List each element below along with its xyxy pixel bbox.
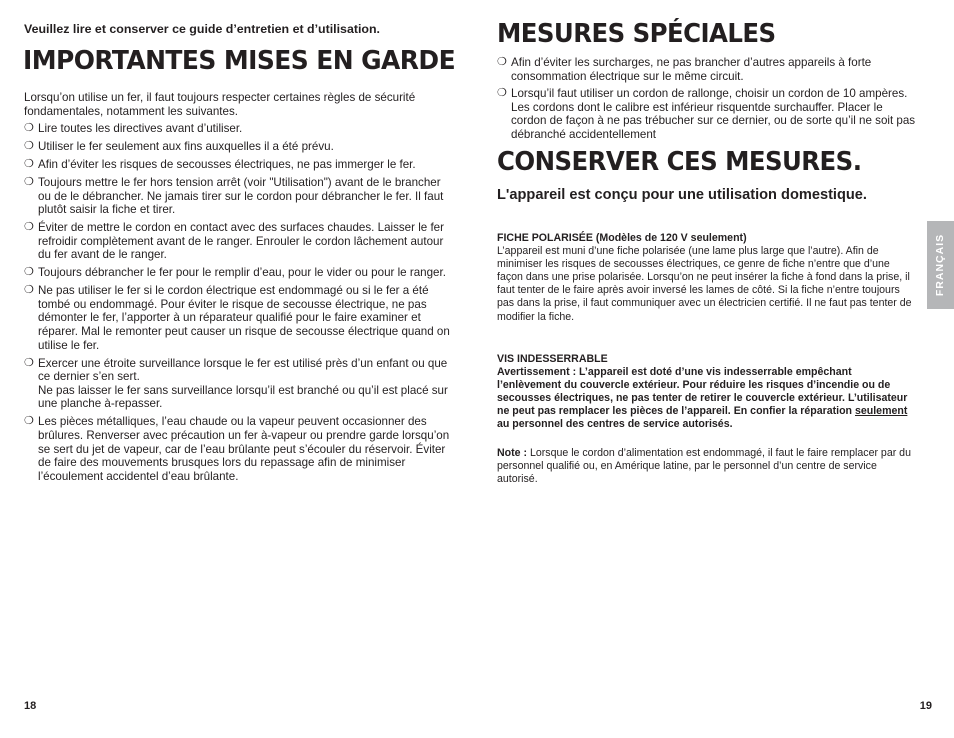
safety-list [24, 122, 454, 488]
bullet-icon: ❍ [24, 122, 34, 134]
polarized-plug-section [497, 232, 915, 324]
section-title: VIS INDESSERRABLE [497, 353, 608, 365]
bullet-icon: ❍ [24, 415, 34, 428]
note-text: Lorsque le cordon d’alimentation est endommagé, il faut le faire remplacer par du personnel qualifié ou, en Amérique latine, par le personnel d’un centre de service autorisé. [497, 447, 911, 486]
note-label: Note : [497, 447, 528, 459]
list-item: ❍ Lorsqu’il faut utiliser un cordon de rallonge, choisir un cordon de 10 ampères. Les cordons dont le calibre est inférieur risquentde surchauffer. Placer le cordon de façon à ne pas trébucher sur ce dernier, ou de sorte qu’il ne soit pas débranché accidentellement [497, 87, 916, 141]
page-number-right: 19 [919, 700, 932, 712]
bullet-icon: ❍ [24, 157, 34, 170]
list-item: ❍ Lire toutes les directives avant d’utiliser. [24, 122, 243, 135]
page-number-left: 18 [24, 700, 37, 712]
language-tab [927, 221, 954, 309]
bullet-icon: ❍ [24, 284, 34, 297]
section-text: Avertissement : L’appareil est doté d’une vis indesserrable empêchant l’enlèvement du couvercle extérieur. Pour réduire les risques d’incendie ou de secousses électriques, ne pas tenter de retirer le couvercle extérieur. L’utilisateur ne peut pas remplacer les pièces de l’appareil. En confier la réparation seulement au personnel des centres de service autorisés. [497, 366, 908, 431]
heading-conserver-ces-mesures: CONSERVER CES MESURES. [497, 147, 862, 177]
tamper-screw-section [497, 353, 915, 432]
section-title: FICHE POLARISÉE (Modèles de 120 V seulement) [497, 232, 747, 244]
special-measures-list [497, 56, 917, 146]
list-item: ❍ Les pièces métalliques, l’eau chaude ou la vapeur peuvent occasionner des brûlures. Renverser avec précaution un fer à-vapeur ou prendre garde lorsqu’on se sert du jet de vapeur, car de l’eau brûlante peut s’écouler du réservoir. Éviter de faire des mouvements brusques lors du repassage afin de minimiser l’écoulement accidentel d’eau brûlante. [24, 415, 450, 483]
heading-importantes-mises-en-garde: IMPORTANTES MISES EN GARDE [23, 46, 456, 76]
list-item-extra: Ne pas laisser le fer sans surveillance lorsqu’il est branché ou qu’il est placé sur une planche à-repasser. [38, 383, 448, 411]
bullet-icon: ❍ [24, 221, 34, 234]
heading-mesures-speciales: MESURES SPÉCIALES [497, 19, 776, 49]
note-section [497, 447, 915, 486]
list-item: ❍ Afin d’éviter les surcharges, ne pas brancher d’autres appareils à forte consommation électrique sur le même circuit. [497, 56, 872, 83]
section-text: L’appareil est muni d’une fiche polarisée (une lame plus large que l’autre). Afin de minimiser les risques de secousses électriques, ce genre de fiche n’entre que d’une façon dans une prise polarisée. Lorsqu’on ne peut insérer la fiche à fond dans la prise, il faut tenter de le faire après avoir inversé les lames de côté. Si la fiche n’entre toujours pas dans la prise, il faut communiquer avec un électricien certifié. Il ne faut pas tenter de modifier la fiche. [497, 245, 912, 323]
right-page [477, 0, 954, 738]
intro-paragraph: Lorsqu’on utilise un fer, il faut toujours respecter certaines règles de sécurité fondamentales, notamment les suivantes. [24, 91, 416, 118]
bullet-icon: ❍ [497, 87, 507, 100]
list-item: ❍ Toujours débrancher le fer pour le remplir d’eau, pour le vider ou pour le ranger. [24, 266, 446, 280]
bullet-icon: ❍ [497, 56, 507, 68]
bullet-icon: ❍ [24, 266, 34, 279]
list-item: ❍ Exercer une étroite surveillance lorsque le fer est utilisé près d’un enfant ou que ce dernier s’en sert. Ne pas laisser le fer sans surveillance lorsqu’il est branché ou qu’il est placé sur une planche à-repasser. [24, 356, 448, 411]
list-item: ❍ Toujours mettre le fer hors tension arrêt (voir "Utilisation") avant de le brancher ou de le débrancher. Ne jamais tirer sur le cordon pour débrancher le fer. Il faut plutôt saisir la fiche et tirer. [24, 175, 444, 217]
list-item: ❍ Afin d’éviter les risques de secousses électriques, ne pas immerger le fer. [24, 157, 416, 171]
list-item: ❍ Utiliser le fer seulement aux fins auxquelles il a été prévu. [24, 139, 334, 153]
list-item: ❍ Éviter de mettre le cordon en contact avec des surfaces chaudes. Laisser le fer refroidir complètement avant de le ranger. Enrouler le cordon lâchement autour du fer avant de le ranger. [24, 221, 444, 262]
bullet-icon: ❍ [24, 356, 34, 369]
list-item: ❍ Ne pas utiliser le fer si le cordon électrique est endommagé ou si le fer a été tombé ou endommagé. Pour éviter le risque de secousse électrique, ne pas démonter le fer, l’apporter à un réparateur qualifié pour le faire examiner et réparer. Mal le remonter peut causer un risque de secousse électrique quand on utilise le fer. [24, 284, 450, 352]
language-tab-label: FRANÇAIS [934, 233, 947, 297]
household-use-subtitle: L'appareil est conçu pour une utilisation domestique. [497, 187, 867, 203]
bullet-icon: ❍ [24, 139, 34, 152]
bullet-icon: ❍ [24, 175, 34, 188]
top-note: Veuillez lire et conserver ce guide d’entretien et d’utilisation. [24, 22, 380, 36]
